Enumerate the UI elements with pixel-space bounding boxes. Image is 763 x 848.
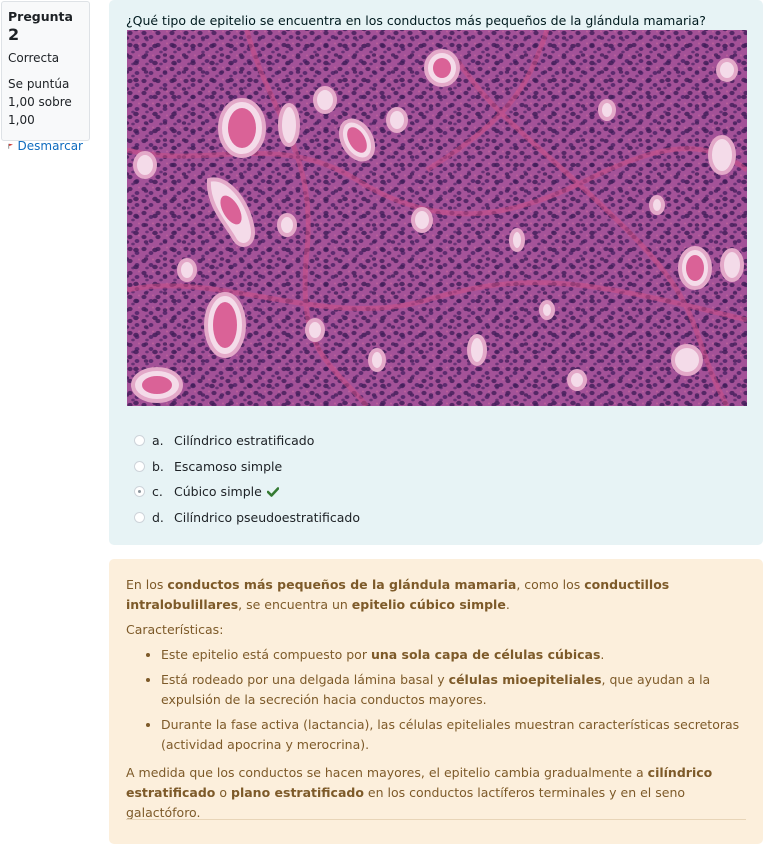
radio-d[interactable] <box>134 512 145 523</box>
histology-image <box>127 30 747 406</box>
question-grade <box>8 75 83 129</box>
answer-list <box>134 428 360 530</box>
correct-check-icon <box>267 487 279 497</box>
question-number <box>8 8 83 45</box>
question-number-value: 2 <box>8 25 20 44</box>
feedback-bullet: • Durante la fase activa (lactancia), las células epiteliales muestran características secretoras (actividad apocrina y merocrina). <box>161 715 746 755</box>
answer-letter: d. <box>152 509 164 525</box>
answer-text: Cilíndrico estratificado <box>174 433 315 449</box>
question-state: Correcta <box>8 51 60 65</box>
grade-line: 1,00 sobre <box>8 95 72 109</box>
feedback-divider <box>126 819 746 820</box>
answer-option-b[interactable] <box>134 454 360 480</box>
answer-text: Escamoso simple <box>174 458 283 474</box>
answer-text: Cilíndrico pseudoestratificado <box>174 509 361 525</box>
radio-a[interactable] <box>134 435 145 446</box>
question-text: ¿Qué tipo de epitelio se encuentra en los conductos más pequeños de la glándula mamaria? <box>126 13 706 28</box>
unflag-link[interactable] <box>8 138 83 154</box>
general-feedback <box>109 559 763 844</box>
answer-option-d[interactable] <box>134 505 360 531</box>
answer-letter: a. <box>152 433 164 449</box>
radio-c[interactable] <box>134 486 145 497</box>
answer-letter: b. <box>152 458 164 474</box>
feedback-bullet: • Está rodeado por una delgada lámina basal y células mioepiteliales, que ayudan a la expulsión de la secreción hacia conductos mayores. <box>161 670 746 710</box>
answer-letter: c. <box>152 484 163 500</box>
flag-icon <box>8 141 14 151</box>
feedback-heading: Características: <box>126 622 224 637</box>
question-info <box>1 1 90 153</box>
radio-b[interactable] <box>134 461 145 472</box>
unflag-label: Desmarcar <box>17 139 83 153</box>
question-formulation <box>109 0 763 545</box>
grade-line: 1,00 <box>8 113 35 127</box>
answer-option-c[interactable] <box>134 479 360 505</box>
question-label: Pregunta <box>8 9 73 24</box>
grade-line: Se puntúa <box>8 77 70 91</box>
feedback-bullet: • Este epitelio está compuesto por una sola capa de células cúbicas. <box>161 645 746 665</box>
answer-option-a[interactable] <box>134 428 360 454</box>
answer-text: Cúbico simple <box>174 484 262 500</box>
feedback-intro: En los conductos más pequeños de la glándula mamaria, como los conductillos intralobulillares, se encuentra un epitelio cúbico simple. <box>126 577 670 612</box>
feedback-conclusion: A medida que los conductos se hacen mayores, el epitelio cambia gradualmente a cilíndrico estratificado o plano estratificado en los conductos lactíferos terminales y en el seno galactóforo. <box>126 765 713 820</box>
feedback-list <box>161 645 746 755</box>
